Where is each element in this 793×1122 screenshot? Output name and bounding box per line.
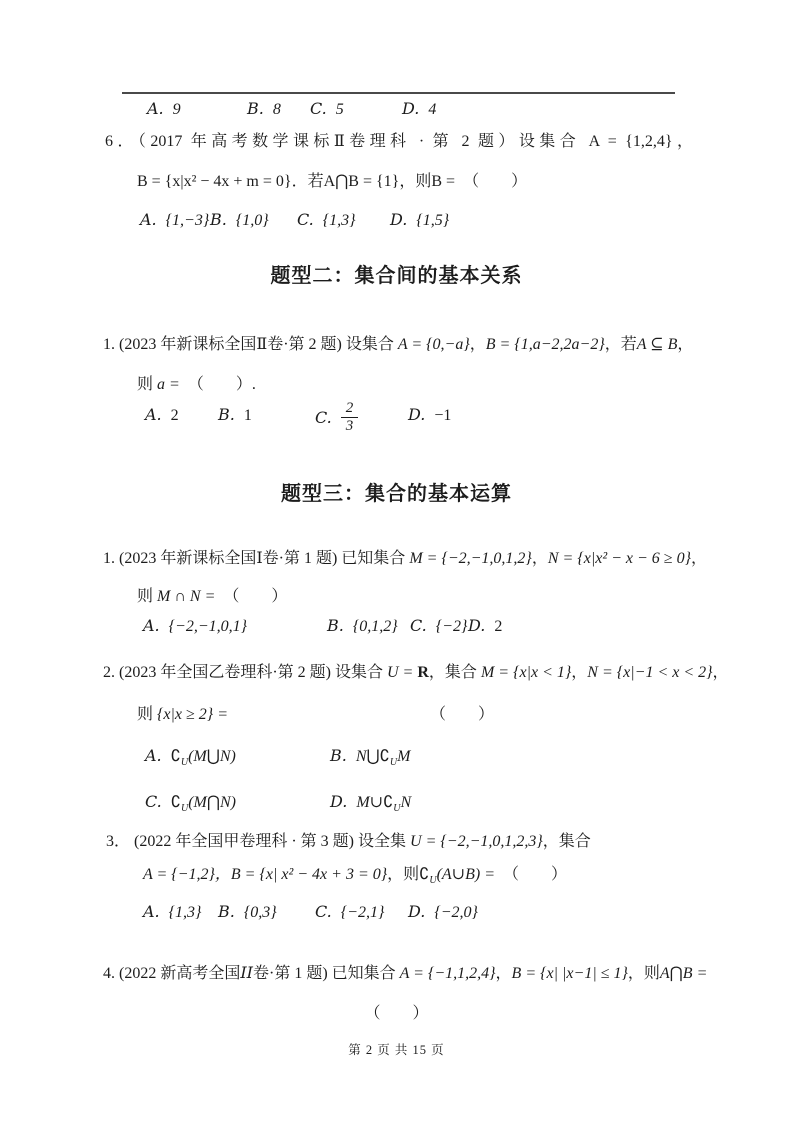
math-expression: B = <box>431 173 456 190</box>
option-b <box>218 402 252 429</box>
option-label: D. <box>390 210 408 229</box>
option-label: C. <box>315 902 332 921</box>
answer-parentheses: （ ） <box>231 588 288 605</box>
option-d <box>330 789 411 822</box>
math-expression: A = {−1,2}，B = {x| x² − 4x + 3 = 0} <box>143 866 388 883</box>
sec3-question-4-line-2 <box>0 1002 793 1026</box>
option-value: {0,1,2} <box>352 618 398 635</box>
complement-subscript: U <box>429 875 437 887</box>
question-text: ，则 <box>387 866 420 883</box>
option-label: B. <box>330 746 347 765</box>
option-d <box>390 207 449 234</box>
option-value: {−2,−1,0,1} <box>168 618 248 635</box>
math-expression: B = {x|x² − 4x + m = 0}． <box>137 173 308 190</box>
option-b <box>218 899 277 926</box>
question-number: 6． <box>105 133 138 150</box>
option-d <box>402 96 436 123</box>
option-value: {−2,1} <box>340 904 385 921</box>
option-label: D. <box>468 616 486 635</box>
question-number: 2. <box>103 664 115 681</box>
option-a <box>145 743 236 776</box>
question-text: 则 <box>137 376 154 393</box>
option-label: A. <box>145 746 162 765</box>
option-label: B. <box>327 616 344 635</box>
option-d <box>408 899 478 926</box>
question-number: 3． <box>106 833 131 850</box>
option-value: {1,0} <box>235 212 269 229</box>
page-footer: 第 2 页 共 15 页 <box>348 1043 445 1057</box>
option-c <box>315 899 384 926</box>
sec3-question-2-options-row-2 <box>0 789 793 817</box>
sec3-question-2-line-1 <box>103 661 729 685</box>
question-text: ，若 <box>604 336 637 353</box>
sec3-question-1-line-1 <box>103 547 707 571</box>
option-label: B. <box>247 99 264 118</box>
option-b <box>210 207 269 234</box>
question-source: 卷·第 1 题) 已知集合 <box>252 965 396 982</box>
option-label: D. <box>408 405 426 424</box>
fraction-two-thirds <box>341 400 359 435</box>
option-label: C. <box>297 210 314 229</box>
option-d <box>468 613 502 640</box>
question-text: ， <box>571 664 588 681</box>
option-c <box>410 613 467 640</box>
math-expression: M = {x|x < 1} <box>480 664 572 681</box>
option-value: 2 <box>170 407 179 424</box>
option-label: B. <box>210 210 227 229</box>
question-text: ， <box>469 336 486 353</box>
sec3-question-3-options-row <box>0 899 793 927</box>
option-value: (M⋂N) <box>188 794 236 811</box>
sec2-question-1-line-2 <box>137 373 256 397</box>
math-expression: U = <box>387 664 414 681</box>
complement-subscript: U <box>389 757 398 769</box>
option-value: 4 <box>428 101 437 118</box>
question-number: 4. <box>103 965 115 982</box>
question-source: (2022 新高考全国 <box>119 965 241 982</box>
question-source: (2023 年新课标全国Ⅰ卷·第 1 题) 已知集合 <box>119 550 406 567</box>
option-value: {0,3} <box>243 904 277 921</box>
math-expression: M = {−2,−1,0,1,2} <box>409 550 532 567</box>
option-b <box>247 96 281 123</box>
question-text: ， <box>712 664 729 681</box>
question-text: ， <box>677 336 694 353</box>
option-b <box>327 613 398 640</box>
math-expression: B = {1,a−2,2a−2} <box>485 336 605 353</box>
answer-parentheses: （ ） <box>430 706 495 723</box>
sec3-question-3-line-1 <box>106 830 591 854</box>
question-source: (2023 年新课标全国Ⅱ卷·第 2 题) 设集合 <box>119 336 394 353</box>
option-c <box>297 207 356 234</box>
option-label: C. <box>145 792 162 811</box>
option-label: A. <box>147 99 164 118</box>
complement-symbol: ∁ <box>383 792 394 811</box>
option-b <box>330 743 410 776</box>
math-expression: N = {x|−1 < x < 2} <box>587 664 713 681</box>
divider-line <box>122 92 675 94</box>
question-text: ， <box>531 550 548 567</box>
option-label: B. <box>218 902 235 921</box>
sec2-question-1-options-row <box>0 402 793 442</box>
option-a <box>145 402 179 429</box>
math-expression: (A∪B) = <box>436 866 495 883</box>
question-text: ，则 <box>399 173 432 190</box>
question-number: 1. <box>103 336 115 353</box>
question-source: （2017 年高考数学课标Ⅱ卷理科 · 第 2 题）设集合 <box>137 133 581 150</box>
question-6-line-2 <box>137 170 527 194</box>
sec3-question-4-line-1 <box>103 961 707 986</box>
complement-symbol: ∁ <box>379 746 390 765</box>
math-expression: A = {0,−a} <box>397 336 470 353</box>
sec3-question-1-options-row <box>0 613 793 641</box>
option-value: {1,5} <box>416 212 450 229</box>
option-value: 9 <box>172 101 181 118</box>
section-heading-3: 题型三：集合的基本运算 <box>281 483 512 505</box>
carryover-options-row <box>0 96 793 124</box>
sec3-question-2-options-row-1 <box>0 743 793 771</box>
math-expression: B = {x| |x−1| ≤ 1} <box>511 965 628 982</box>
option-c <box>315 402 358 437</box>
question-number: 1. <box>103 550 115 567</box>
question-source: (2023 年全国乙卷理科·第 2 题) 设集合 <box>119 664 383 681</box>
option-label: A. <box>143 902 160 921</box>
complement-subscript: U <box>393 803 401 815</box>
option-value: M <box>397 748 411 765</box>
option-a <box>140 207 209 234</box>
answer-parentheses: （ ） <box>511 866 568 883</box>
option-label: C. <box>410 616 427 635</box>
answer-parentheses: （ ） <box>471 173 528 190</box>
fraction-numerator: 2 <box>341 400 359 418</box>
option-a <box>143 899 201 926</box>
math-expression: U = {−2,−1,0,1,2,3} <box>410 833 543 850</box>
option-label: D. <box>402 99 420 118</box>
option-value: 8 <box>272 101 281 118</box>
option-label: D. <box>330 792 348 811</box>
question-source: (2022 年全国甲卷理科 · 第 3 题) 设全集 <box>134 833 407 850</box>
sec3-question-3-line-2 <box>143 862 567 893</box>
math-expression: N = {x|x² − x − 6 ≥ 0} <box>547 550 691 567</box>
question-text: ，集合 <box>428 664 477 681</box>
option-value: 2 <box>494 618 503 635</box>
complement-subscript: U <box>180 757 189 769</box>
answer-parentheses: （ ）. <box>195 376 256 393</box>
math-expression: M ∩ N = <box>157 588 216 605</box>
option-value: (M⋃N) <box>188 748 236 765</box>
option-value: {1,3} <box>322 212 356 229</box>
option-value: {−2,0} <box>434 904 478 921</box>
option-a <box>147 96 181 123</box>
option-value: {1,−3} <box>165 212 210 229</box>
reals-symbol: R <box>417 664 429 681</box>
option-value: {−2} <box>435 618 468 635</box>
option-label: C. <box>310 99 327 118</box>
question-text: ， <box>690 550 707 567</box>
question-6-options-row <box>0 207 793 235</box>
question-6-line-1 <box>105 130 693 154</box>
complement-symbol: ∁ <box>419 864 430 883</box>
question-text: 则 <box>137 588 154 605</box>
section-heading-2: 题型二：集合间的基本关系 <box>270 265 523 287</box>
sec3-question-1-line-2 <box>137 585 287 609</box>
option-d <box>408 402 451 429</box>
option-label: A. <box>145 405 162 424</box>
option-label: A. <box>143 616 160 635</box>
answer-parentheses: （ ） <box>364 1005 429 1022</box>
option-value-prefix: N⋃ <box>355 748 380 765</box>
option-c <box>310 96 344 123</box>
complement-symbol: ∁ <box>170 746 181 765</box>
option-value-prefix: M∪ <box>356 794 384 811</box>
option-label: A. <box>140 210 157 229</box>
complement-subscript: U <box>180 803 189 815</box>
question-text: ， <box>495 965 512 982</box>
option-c <box>145 789 236 822</box>
sec2-question-1-line-1 <box>103 333 693 357</box>
option-label: D. <box>408 902 426 921</box>
math-expression: {x|x ≥ 2} = <box>157 706 228 723</box>
question-text: ，则 <box>627 965 660 982</box>
math-expression: a = <box>157 376 180 393</box>
option-a <box>143 613 247 640</box>
question-text: 若 <box>307 173 324 190</box>
complement-symbol: ∁ <box>170 792 181 811</box>
math-expression: A ⊆ B <box>636 336 678 353</box>
question-text: ，集合 <box>542 833 591 850</box>
option-value: 5 <box>335 101 344 118</box>
option-value: {1,3} <box>168 904 202 921</box>
math-expression: A = {−1,1,2,4} <box>399 965 496 982</box>
option-label: B. <box>218 405 235 424</box>
option-value: 1 <box>243 407 252 424</box>
sec3-question-2-line-2 <box>137 703 495 727</box>
math-expression: A⋂B = {1} <box>323 173 400 190</box>
math-expression: A = {1,2,4}， <box>588 133 693 150</box>
option-label: C. <box>315 408 332 428</box>
option-value: −1 <box>434 407 452 424</box>
fraction-denominator: 3 <box>345 418 354 434</box>
option-value: N <box>400 794 412 811</box>
roman-numeral: II <box>240 963 253 982</box>
question-text: 则 <box>137 706 154 723</box>
math-expression: A⋂B = <box>659 965 708 982</box>
